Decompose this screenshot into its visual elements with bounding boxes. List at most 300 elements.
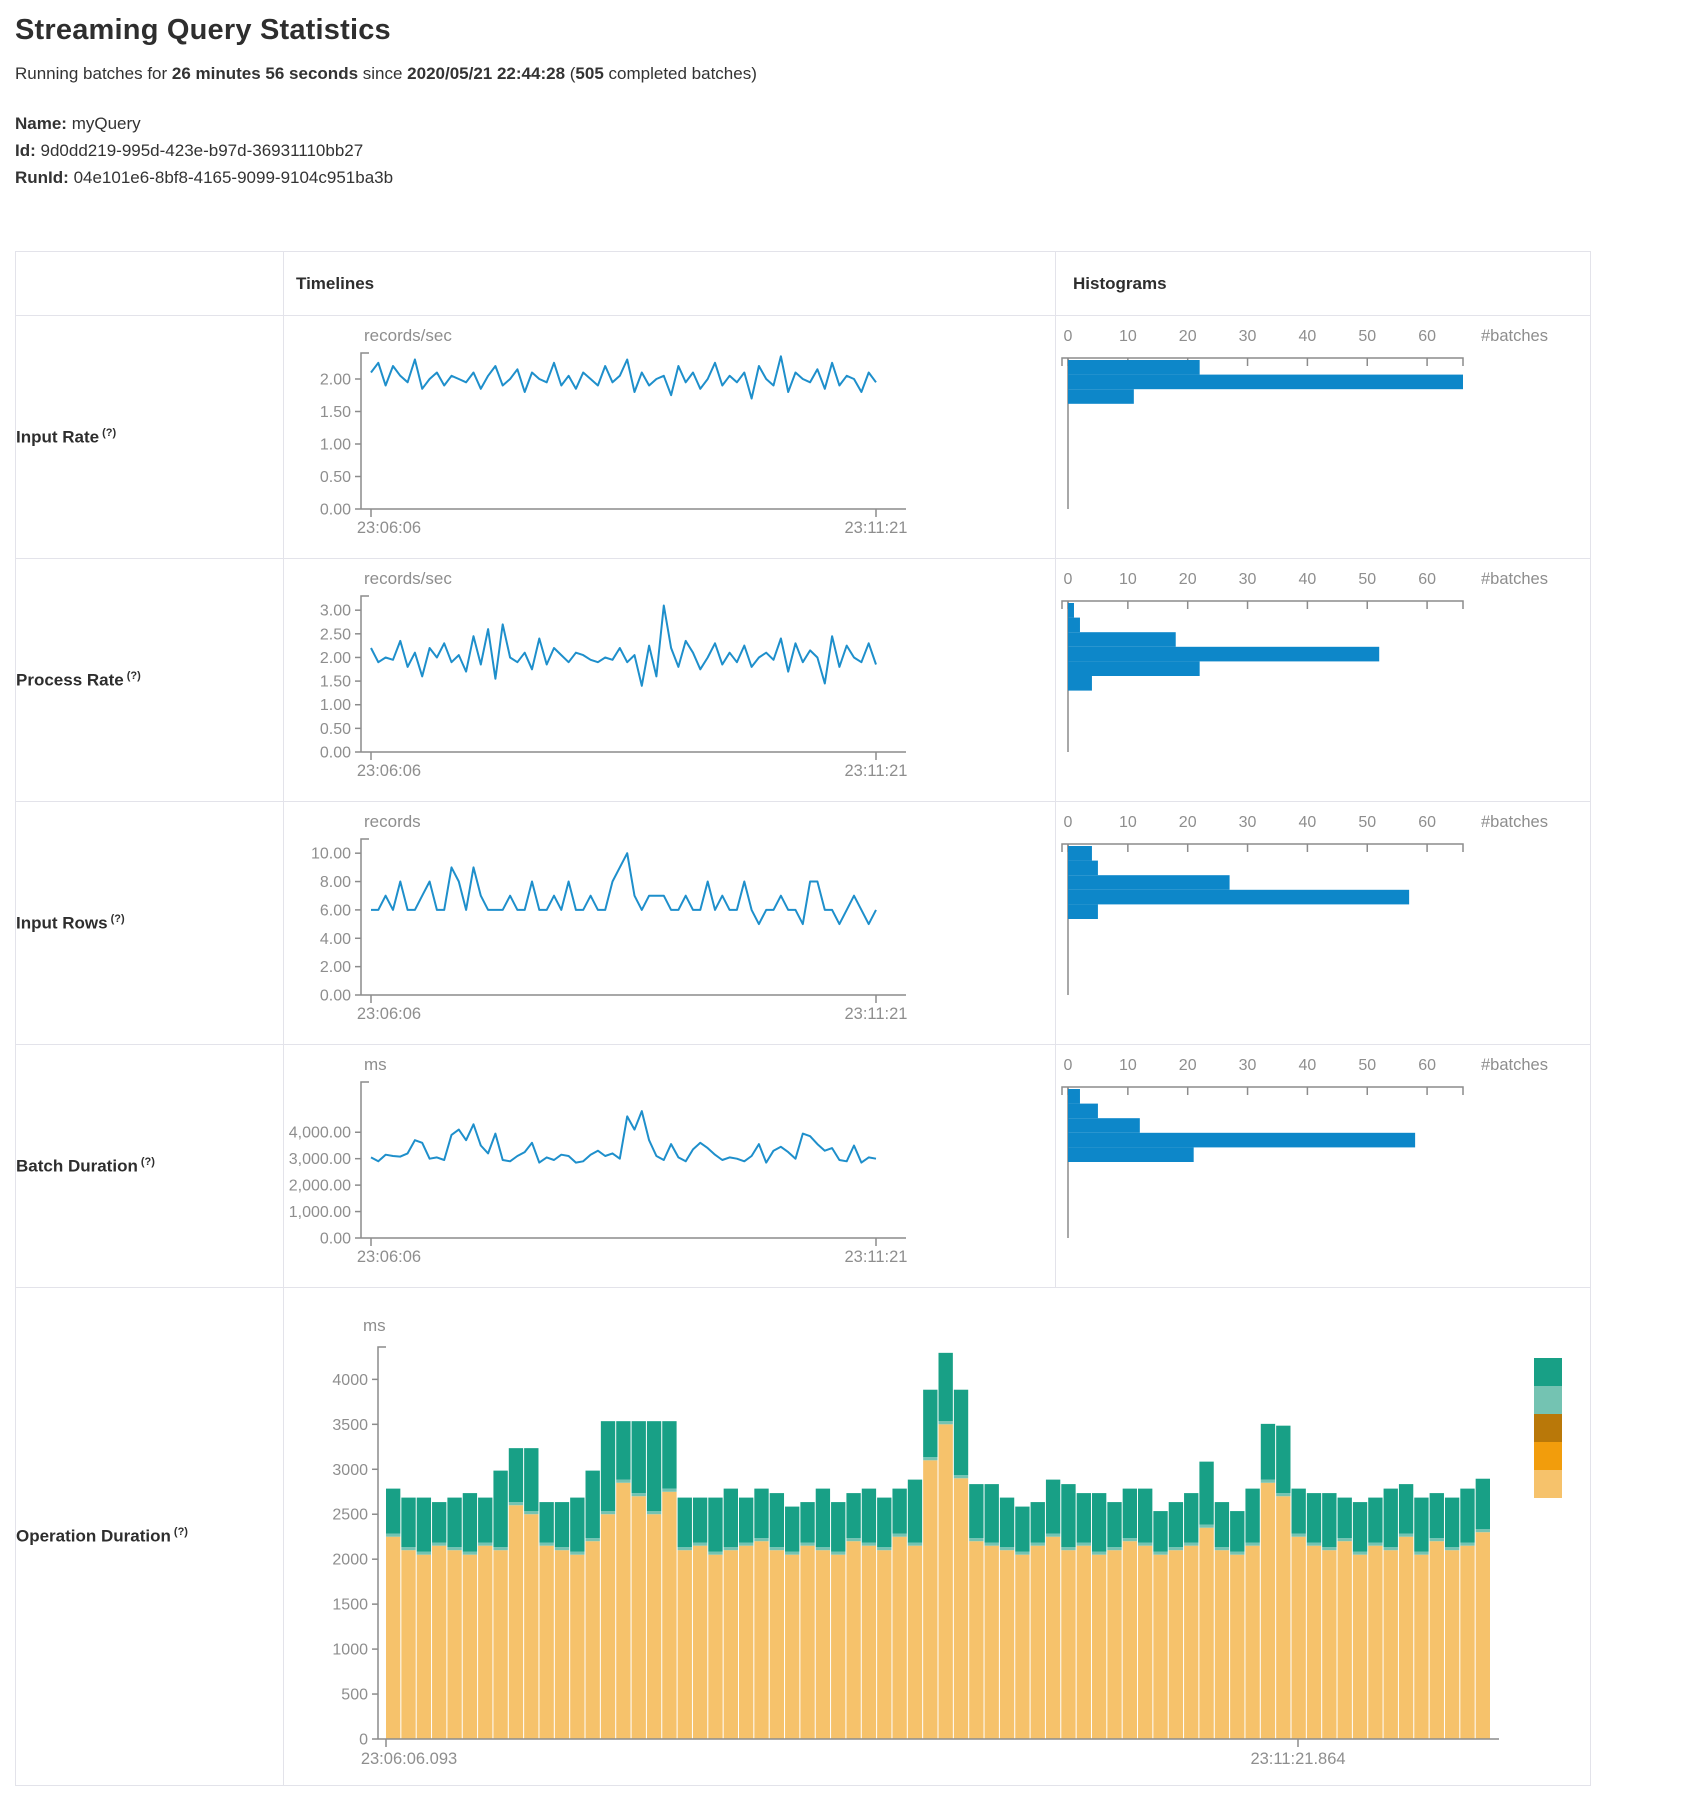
stacked-bar-segment-tan: [478, 1545, 492, 1738]
stacked-bar-segment-teal: [555, 1502, 569, 1547]
x-end-label: 23:11:21: [844, 761, 908, 780]
x-start-label: 23:06:06: [356, 1247, 422, 1266]
stacked-bar-segment-teal: [969, 1484, 983, 1538]
y-tick-label: 2,000.00: [288, 1177, 351, 1195]
batches-axis-label: #batches: [1481, 1055, 1548, 1074]
stacked-bar-segment-teal: [1138, 1488, 1152, 1542]
x-end-label: 23:11:21: [844, 1004, 908, 1023]
stacked-bar-segment-light-teal: [846, 1538, 860, 1541]
stacked-bar-segment-teal: [1215, 1502, 1229, 1547]
stacked-bar-segment-tan: [1399, 1536, 1413, 1738]
stacked-bar-segment-tan: [524, 1514, 538, 1739]
stacked-bar-segment-light-teal: [693, 1542, 707, 1545]
input_rows_histogram-svg: [1056, 803, 1589, 1044]
stacked-bar-segment-teal: [1046, 1479, 1060, 1533]
stacked-bar-segment-tan: [1384, 1550, 1398, 1739]
stacked-bar-segment-teal: [386, 1488, 400, 1533]
stacked-bar-segment-light-teal: [1338, 1538, 1352, 1541]
y-tick-label: 2500: [332, 1506, 368, 1524]
stacked-bar-segment-teal: [616, 1421, 630, 1479]
stacked-bar-segment-teal: [417, 1497, 431, 1551]
query-id-label: Id:: [15, 141, 36, 160]
stacked-bar-segment-light-teal: [1184, 1542, 1198, 1545]
histogram-bar: [1068, 1147, 1194, 1162]
histogram-bar: [1068, 1132, 1415, 1147]
batch-duration-row: [16, 1045, 1591, 1288]
x-tick-label: 30: [1238, 813, 1257, 831]
query-runid-value: 04e101e6-8bf8-4165-9099-9104c951ba3b: [73, 168, 394, 187]
stacked-bar-segment-light-teal: [739, 1542, 753, 1545]
stacked-bar-segment-light-teal: [432, 1542, 446, 1545]
batches-axis-label: #batches: [1481, 812, 1548, 831]
y-tick-label: 1,000.00: [288, 1203, 351, 1221]
stacked-bar-segment-light-teal: [1061, 1547, 1075, 1550]
x-start-label: 23:06:06: [356, 1004, 422, 1023]
x-tick-label: 60: [1418, 327, 1436, 345]
timeline-series-line: [371, 1111, 876, 1163]
stacked-bar-segment-tan: [708, 1554, 722, 1738]
histogram-bar: [1068, 1103, 1098, 1118]
stacked-bar-segment-light-teal: [1353, 1551, 1367, 1554]
y-tick-label: 3.00: [319, 602, 351, 620]
stacked-bar-segment-tan: [493, 1550, 507, 1739]
x-tick-label: 40: [1298, 813, 1317, 831]
batch-duration-timeline-chart: [284, 1046, 1054, 1287]
y-tick-label: 0.00: [319, 744, 351, 761]
stacked-bar-segment-light-teal: [1092, 1551, 1106, 1554]
input-rows-row: [16, 802, 1591, 1045]
x-tick-label: 50: [1358, 1056, 1377, 1074]
header-histograms: Histograms: [1056, 252, 1591, 316]
stacked-bar-segment-light-teal: [1138, 1542, 1152, 1545]
x-tick-label: 0: [1063, 327, 1073, 345]
stacked-bar-segment-light-teal: [678, 1547, 692, 1550]
stacked-bar-segment-teal: [785, 1506, 799, 1551]
stacked-bar-segment-light-teal: [1077, 1542, 1091, 1545]
x-tick-label: 20: [1178, 1056, 1197, 1074]
stacked-bar-segment-teal: [632, 1421, 646, 1493]
stacked-bar-segment-tan: [862, 1545, 876, 1738]
stacked-bar-segment-tan: [1230, 1554, 1244, 1738]
x-tick-label: 40: [1298, 327, 1317, 345]
stacked-bar-segment-tan: [770, 1550, 784, 1739]
stacked-bar-segment-tan: [1015, 1554, 1029, 1738]
query-info: [15, 110, 1693, 191]
y-tick-label: 4000: [332, 1371, 368, 1389]
stacked-bar-segment-teal: [1476, 1478, 1490, 1528]
x-tick-label: 60: [1418, 1056, 1436, 1074]
stacked-bar-segment-teal: [1077, 1493, 1091, 1542]
stacked-bar-segment-tan: [463, 1554, 477, 1738]
process-rate-histogram-chart: [1056, 560, 1589, 801]
batch_duration_histogram-svg: [1056, 1046, 1589, 1287]
operation-duration-label: Operation Duration: [16, 1526, 171, 1546]
input_rows_timeline-svg: [284, 803, 1054, 1044]
histogram-bar: [1068, 860, 1098, 875]
stacked-bar-segment-light-teal: [1199, 1524, 1213, 1527]
stacked-bar-segment-tan: [1153, 1554, 1167, 1738]
stacked-bar-segment-tan: [1184, 1545, 1198, 1738]
y-tick-label: 0.00: [319, 987, 351, 1004]
stacked-bar-segment-tan: [800, 1545, 814, 1738]
unit-label: records: [364, 811, 421, 831]
y-tick-label: 1.00: [319, 436, 351, 453]
x-start-label: 23:06:06: [356, 761, 422, 780]
input_rate_histogram-svg: [1056, 317, 1589, 558]
stacked-bar-segment-teal: [923, 1389, 937, 1456]
stacked-bar-segment-teal: [570, 1497, 584, 1551]
x-start-label: 23:06:06: [356, 518, 422, 537]
page-title: Streaming Query Statistics: [15, 14, 391, 46]
stacked-bar-segment-teal: [1184, 1493, 1198, 1542]
batch-duration-histogram-chart: [1056, 1046, 1589, 1287]
stacked-bar-segment-light-teal: [785, 1551, 799, 1554]
stacked-bar-segment-light-teal: [524, 1511, 538, 1514]
stacked-bar-segment-light-teal: [555, 1547, 569, 1550]
stacked-bar-segment-tan: [1430, 1541, 1444, 1739]
query-name-label: Name:: [15, 114, 67, 133]
query-name-value: myQuery: [71, 114, 141, 133]
x-tick-label: 60: [1418, 570, 1436, 588]
stacked-bar-segment-teal: [754, 1488, 768, 1537]
stacked-bar-segment-tan: [555, 1550, 569, 1739]
y-tick-label: 1000: [332, 1641, 368, 1659]
x-tick-label: 30: [1238, 570, 1257, 588]
process-rate-label: Process Rate: [16, 670, 124, 690]
process-rate-row: [16, 559, 1591, 802]
stacked-bar-segment-light-teal: [586, 1538, 600, 1541]
stacked-bar-segment-teal: [862, 1488, 876, 1542]
process_rate_timeline-svg: [284, 560, 1054, 801]
stacked-bar-segment-teal: [1107, 1502, 1121, 1547]
process-rate-timeline-chart: [284, 560, 1054, 801]
stacked-bar-segment-light-teal: [647, 1511, 661, 1514]
legend-swatch-tan: [1534, 1470, 1562, 1498]
stacked-bar-segment-teal: [509, 1448, 523, 1502]
stacked-bar-segment-tan: [1077, 1545, 1091, 1738]
stacked-bar-segment-tan: [1291, 1536, 1305, 1738]
stacked-bar-segment-light-teal: [816, 1547, 830, 1550]
stacked-bar-segment-tan: [816, 1550, 830, 1739]
x-tick-label: 10: [1118, 813, 1137, 831]
stacked-bar-segment-tan: [509, 1505, 523, 1739]
stacked-bar-segment-teal: [493, 1470, 507, 1546]
histogram-bar: [1068, 374, 1463, 389]
stacked-bar-segment-teal: [1000, 1497, 1014, 1546]
timeline-series-line: [371, 853, 876, 924]
stacked-bar-segment-tan: [785, 1554, 799, 1738]
stacked-bar-segment-light-teal: [463, 1551, 477, 1554]
y-tick-label: 500: [341, 1686, 368, 1704]
stacked-bar-segment-light-teal: [908, 1542, 922, 1545]
stacked-bar-segment-teal: [478, 1497, 492, 1542]
stacked-bar-segment-light-teal: [1245, 1542, 1259, 1545]
stacked-bar-segment-teal: [1092, 1493, 1106, 1551]
y-tick-label: 1.50: [319, 403, 351, 421]
batches-axis-label: #batches: [1481, 569, 1548, 588]
stacked-bar-segment-light-teal: [754, 1538, 768, 1541]
histogram-bar: [1068, 661, 1200, 676]
stacked-bar-segment-light-teal: [1046, 1533, 1060, 1536]
stacked-bar-segment-tan: [1123, 1541, 1137, 1739]
y-tick-label: 2.00: [319, 649, 351, 667]
stacked-bar-segment-light-teal: [539, 1542, 553, 1545]
stacked-bar-segment-teal: [1291, 1488, 1305, 1533]
x-tick-label: 50: [1358, 570, 1377, 588]
stacked-bar-segment-tan: [632, 1496, 646, 1739]
operation-duration-help-icon[interactable]: (?): [173, 1526, 188, 1539]
stacked-bar-segment-tan: [1353, 1554, 1367, 1738]
query-runid-label: RunId:: [15, 168, 69, 187]
stacked-bar-segment-light-teal: [1169, 1547, 1183, 1550]
stacked-bar-segment-teal: [1430, 1493, 1444, 1538]
x-tick-label: 0: [1063, 813, 1073, 831]
histogram-bar: [1068, 1089, 1080, 1104]
stacked-bar-segment-teal: [1399, 1484, 1413, 1533]
stacked-bar-segment-teal: [1353, 1502, 1367, 1551]
y-tick-label: 4.00: [319, 930, 351, 948]
stacked-bar-segment-tan: [1245, 1545, 1259, 1738]
stacked-bar-segment-tan: [1476, 1532, 1490, 1739]
stacked-bar-segment-teal: [447, 1497, 461, 1546]
histogram-bar: [1068, 889, 1409, 904]
stacked-bar-segment-light-teal: [1414, 1551, 1428, 1554]
batch-duration-help-icon[interactable]: (?): [140, 1155, 155, 1168]
stacked-bar-segment-light-teal: [1399, 1533, 1413, 1536]
histogram-bar: [1068, 603, 1074, 618]
x-tick-label: 10: [1118, 570, 1137, 588]
statistics-table: [15, 251, 1591, 1786]
input-rows-help-icon[interactable]: (?): [110, 912, 125, 925]
stacked-bar-segment-tan: [601, 1514, 615, 1739]
stacked-bar-segment-light-teal: [708, 1551, 722, 1554]
histogram-bar: [1068, 676, 1092, 691]
stacked-bar-segment-teal: [1338, 1497, 1352, 1537]
stacked-bar-segment-light-teal: [616, 1479, 630, 1482]
stacked-bar-segment-light-teal: [1107, 1547, 1121, 1550]
y-tick-label: 2.00: [319, 958, 351, 976]
input-rate-help-icon[interactable]: (?): [102, 426, 117, 439]
stacked-bar-segment-tan: [1261, 1482, 1275, 1738]
stacked-bar-segment-light-teal: [800, 1542, 814, 1545]
stacked-bar-segment-teal: [877, 1497, 891, 1546]
process-rate-help-icon[interactable]: (?): [126, 669, 141, 682]
y-tick-label: 1.50: [319, 673, 351, 691]
y-tick-label: 0.50: [319, 468, 351, 486]
stacked-bar-segment-tan: [1322, 1550, 1336, 1739]
stacked-bar-segment-teal: [1445, 1497, 1459, 1546]
stacked-bar-segment-teal: [770, 1493, 784, 1547]
stacked-bar-segment-tan: [1092, 1554, 1106, 1738]
query-name-line: [15, 110, 1693, 137]
stacked-bar-segment-tan: [939, 1424, 953, 1739]
histogram-bar: [1068, 360, 1200, 375]
stacked-bar-segment-teal: [846, 1493, 860, 1538]
histogram-bar: [1068, 1118, 1140, 1133]
stacked-bar-segment-teal: [1368, 1497, 1382, 1542]
x-tick-label: 20: [1178, 813, 1197, 831]
y-tick-label: 0.50: [319, 720, 351, 738]
stacked-bar-segment-light-teal: [1476, 1529, 1490, 1532]
stacked-bar-segment-tan: [1368, 1545, 1382, 1738]
x-tick-label: 20: [1178, 327, 1197, 345]
stacked-bar-segment-tan: [447, 1550, 461, 1739]
stacked-bar-segment-teal: [739, 1497, 753, 1542]
stacked-bar-segment-light-teal: [1291, 1533, 1305, 1536]
stacked-bar-segment-tan: [1460, 1545, 1474, 1738]
stacked-bar-segment-tan: [616, 1482, 630, 1738]
stacked-bar-segment-light-teal: [1230, 1551, 1244, 1554]
operation-duration-stacked-chart: [284, 1289, 1589, 1785]
summary-middle: since: [358, 64, 408, 83]
x-end-label: 23:11:21.864: [1250, 1749, 1346, 1768]
y-tick-label: 6.00: [319, 901, 351, 919]
y-tick-label: 2.00: [319, 371, 351, 388]
stacked-bar-segment-light-teal: [1153, 1551, 1167, 1554]
y-tick-label: 8.00: [319, 873, 351, 891]
x-tick-label: 40: [1298, 1056, 1317, 1074]
histogram-bar: [1068, 875, 1230, 890]
stacked-bar-segment-teal: [678, 1497, 692, 1546]
query-id-value: 9d0dd219-995d-423e-b97d-36931110bb27: [40, 141, 364, 160]
stacked-bar-segment-tan: [969, 1541, 983, 1739]
y-tick-label: 1500: [332, 1596, 368, 1614]
stacked-bar-segment-light-teal: [1445, 1547, 1459, 1550]
stacked-bar-segment-light-teal: [401, 1547, 415, 1550]
x-start-label: 23:06:06.093: [360, 1749, 458, 1768]
x-tick-label: 30: [1238, 327, 1257, 345]
input-rate-histogram-chart: [1056, 317, 1589, 558]
stacked-bar-segment-light-teal: [1000, 1547, 1014, 1550]
stacked-bar-segment-tan: [647, 1514, 661, 1739]
stacked-bar-segment-light-teal: [770, 1547, 784, 1550]
stacked-bar-segment-tan: [892, 1536, 906, 1738]
input-rate-timeline-chart: [284, 317, 1054, 558]
stacked-bar-segment-light-teal: [632, 1493, 646, 1496]
unit-label: ms: [363, 1315, 386, 1335]
stacked-bar-segment-light-teal: [478, 1542, 492, 1545]
stacked-bar-segment-teal: [1276, 1425, 1290, 1492]
legend-swatch-orange: [1534, 1442, 1562, 1470]
stacked-bar-segment-tan: [1199, 1527, 1213, 1738]
unit-label: records/sec: [364, 325, 452, 345]
stacked-bar-segment-tan: [1169, 1550, 1183, 1739]
stacked-bar-segment-tan: [923, 1460, 937, 1739]
y-tick-label: 0.00: [319, 1230, 351, 1247]
y-tick-label: 2000: [332, 1551, 368, 1569]
input-rate-row: [16, 316, 1591, 559]
y-tick-label: 1.00: [319, 696, 351, 714]
batch_duration_timeline-svg: [284, 1046, 1054, 1287]
x-tick-label: 30: [1238, 1056, 1257, 1074]
histogram-bar: [1068, 646, 1379, 661]
stacked-bar-segment-teal: [1031, 1502, 1045, 1542]
stacked-bar-segment-light-teal: [662, 1488, 676, 1491]
stacked-bar-segment-light-teal: [1460, 1542, 1474, 1545]
timeline-series-line: [371, 605, 876, 685]
x-tick-label: 20: [1178, 570, 1197, 588]
x-tick-label: 50: [1358, 813, 1377, 831]
legend-swatch-teal: [1534, 1358, 1562, 1386]
stacked-bar-segment-light-teal: [1368, 1542, 1382, 1545]
stacked-bar-segment-teal: [401, 1497, 415, 1546]
stacked-bar-segment-tan: [877, 1550, 891, 1739]
x-end-label: 23:11:21: [844, 518, 908, 537]
process_rate_histogram-svg: [1056, 560, 1589, 801]
stacked-bar-segment-teal: [1261, 1423, 1275, 1479]
stacked-bar-segment-light-teal: [1215, 1547, 1229, 1550]
operation-duration-legend: [1534, 1358, 1562, 1498]
stacked-bar-segment-teal: [432, 1502, 446, 1542]
y-tick-label: 2.50: [319, 625, 351, 643]
stacked-bar-segment-light-teal: [570, 1551, 584, 1554]
stacked-bar-segment-light-teal: [509, 1502, 523, 1505]
header-empty: [16, 252, 284, 316]
stacked-bar-segment-teal: [524, 1448, 538, 1511]
start-timestamp: 2020/05/21 22:44:28: [407, 64, 566, 83]
operation_duration-svg: [284, 1289, 1589, 1785]
stacked-bar-segment-tan: [1000, 1550, 1014, 1739]
x-tick-label: 50: [1358, 327, 1377, 345]
stacked-bar-segment-tan: [985, 1545, 999, 1738]
stacked-bar-segment-teal: [662, 1421, 676, 1488]
stacked-bar-segment-teal: [1199, 1461, 1213, 1524]
stacked-bar-segment-tan: [570, 1554, 584, 1738]
histogram-bar: [1068, 617, 1080, 632]
stacked-bar-segment-light-teal: [1276, 1493, 1290, 1496]
stacked-bar-segment-teal: [892, 1488, 906, 1533]
legend-swatch-light-teal: [1534, 1386, 1562, 1414]
stacked-bar-segment-teal: [1123, 1488, 1137, 1537]
stacked-bar-segment-light-teal: [1322, 1547, 1336, 1550]
x-tick-label: 10: [1118, 1056, 1137, 1074]
operation-duration-row: [16, 1288, 1591, 1786]
y-tick-label: 4,000.00: [288, 1124, 351, 1142]
stacked-bar-segment-light-teal: [1015, 1551, 1029, 1554]
stacked-bar-segment-tan: [693, 1545, 707, 1738]
stacked-bar-segment-tan: [739, 1545, 753, 1738]
unit-label: records/sec: [364, 568, 452, 588]
stacked-bar-segment-teal: [724, 1488, 738, 1546]
y-tick-label: 0.00: [319, 501, 351, 518]
stacked-bar-segment-tan: [1215, 1550, 1229, 1739]
stacked-bar-segment-tan: [831, 1554, 845, 1738]
running-batches-summary: Running batches for 26 minutes 56 seconds since 2020/05/21 22:44:28 (505 completed batches): [15, 64, 757, 83]
stacked-bar-segment-teal: [831, 1502, 845, 1551]
stacked-bar-segment-tan: [724, 1550, 738, 1739]
stacked-bar-segment-teal: [1460, 1488, 1474, 1542]
stacked-bar-segment-tan: [1445, 1550, 1459, 1739]
input-rate-label: Input Rate: [16, 427, 100, 447]
stacked-bar-segment-teal: [1307, 1493, 1321, 1542]
query-runid-line: [15, 164, 1693, 191]
stacked-bar-segment-light-teal: [1261, 1479, 1275, 1482]
stacked-bar-segment-teal: [939, 1352, 953, 1420]
stacked-bar-segment-teal: [908, 1479, 922, 1542]
stacked-bar-segment-tan: [1031, 1545, 1045, 1738]
stacked-bar-segment-tan: [401, 1550, 415, 1739]
histogram-bar: [1068, 904, 1098, 919]
stacked-bar-segment-light-teal: [493, 1547, 507, 1550]
stacked-bar-segment-teal: [1384, 1488, 1398, 1546]
stacked-bar-segment-teal: [1230, 1511, 1244, 1551]
stacked-bar-segment-teal: [1015, 1506, 1029, 1551]
stacked-bar-segment-light-teal: [939, 1421, 953, 1424]
stacked-bar-segment-teal: [1169, 1502, 1183, 1547]
stacked-bar-segment-tan: [1276, 1496, 1290, 1739]
stacked-bar-segment-tan: [432, 1545, 446, 1738]
batches-axis-label: #batches: [1481, 326, 1548, 345]
